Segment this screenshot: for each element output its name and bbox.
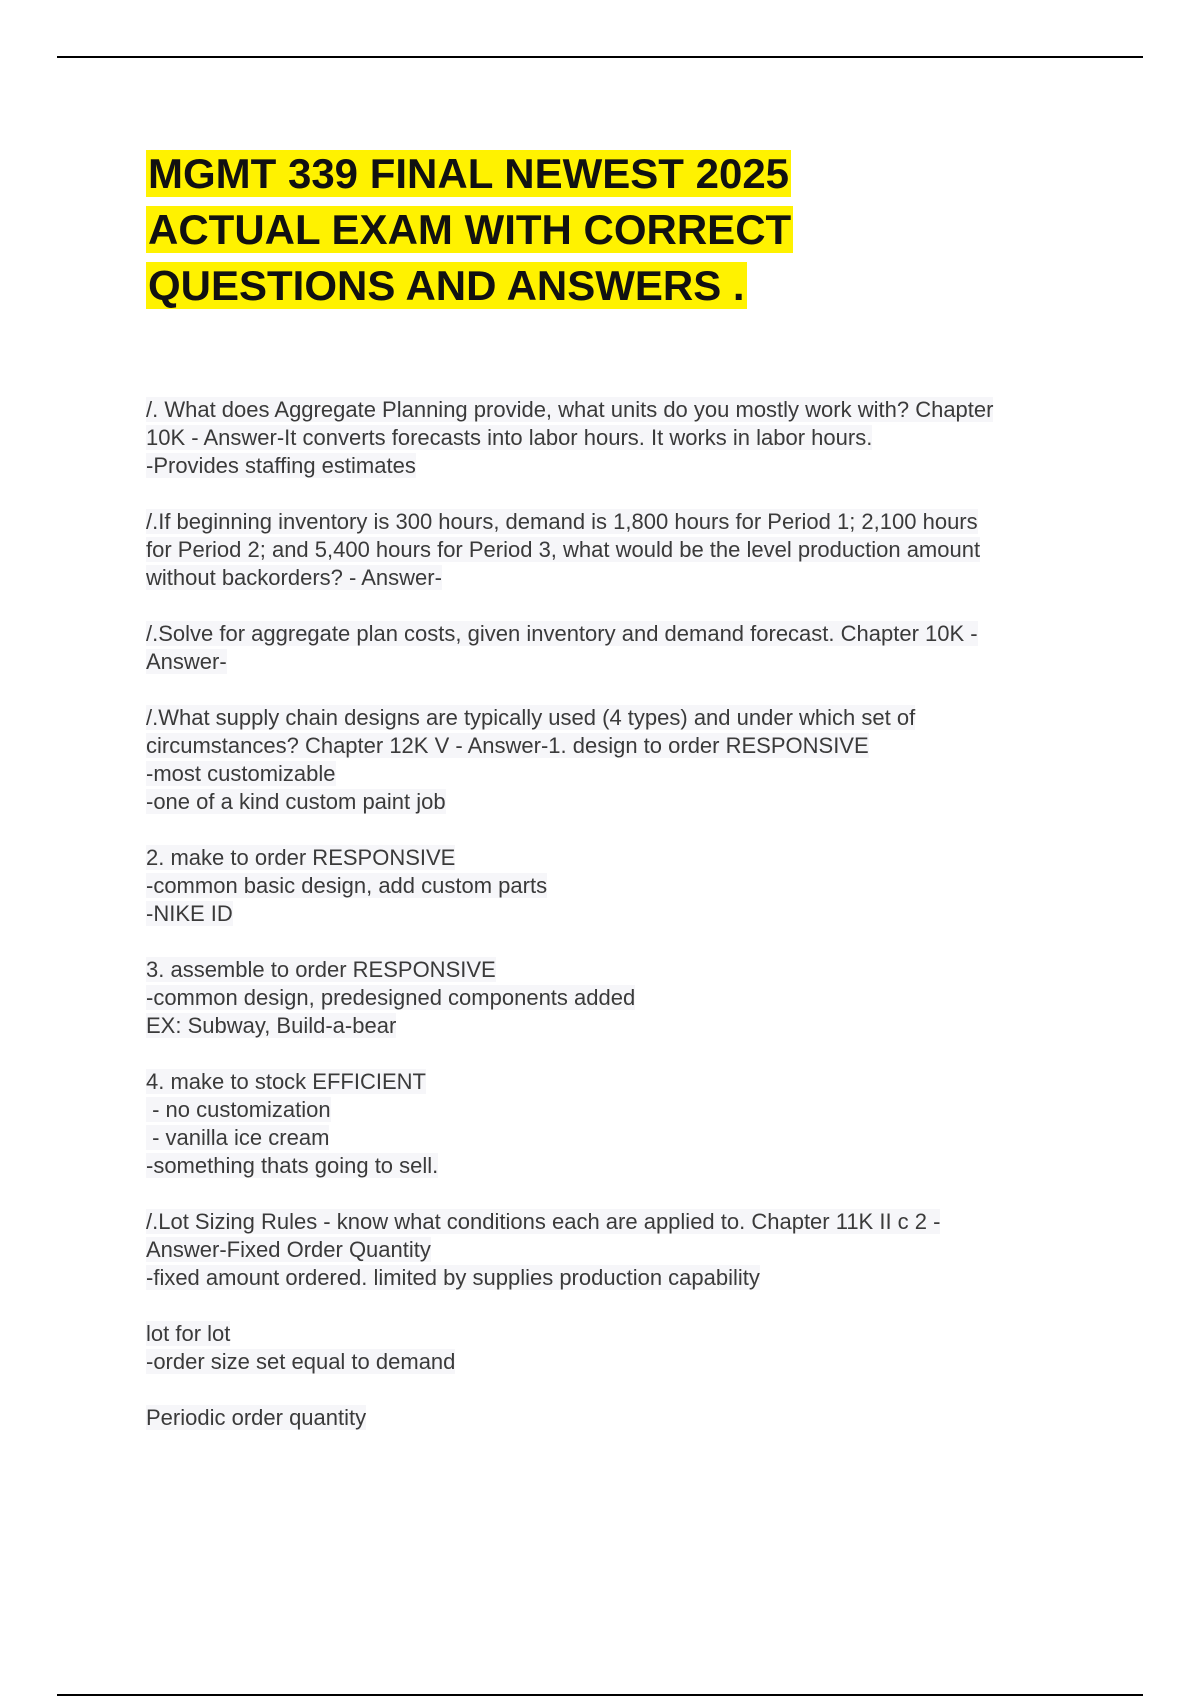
text-line-content: -one of a kind custom paint job — [146, 789, 446, 814]
text-line-content: -Provides staffing estimates — [146, 453, 416, 478]
text-line-content: /.If beginning inventory is 300 hours, demand is 1,800 hours for Period 1; 2,100 hours — [146, 509, 978, 534]
text-line-content: -NIKE ID — [146, 901, 233, 926]
text-line — [146, 1404, 1086, 1432]
text-line — [146, 1012, 1086, 1040]
text-line — [146, 844, 1086, 872]
text-line-content: - vanilla ice cream — [146, 1125, 330, 1150]
qa-block — [146, 1404, 1086, 1432]
text-line-content: /. What does Aggregate Planning provide, what units do you mostly work with? Chapter — [146, 397, 994, 422]
qa-block — [146, 956, 1086, 1040]
qa-block — [146, 844, 1086, 928]
text-line — [146, 760, 1086, 788]
qa-block — [146, 704, 1086, 816]
text-line — [146, 620, 1086, 648]
text-line-content: -order size set equal to demand — [146, 1349, 456, 1374]
text-line-content: /.What supply chain designs are typically used (4 types) and under which set of — [146, 705, 916, 730]
text-line — [146, 1152, 1086, 1180]
bottom-rule — [57, 1694, 1143, 1696]
text-line-content: -fixed amount ordered. limited by supplies production capability — [146, 1265, 760, 1290]
text-line-content: -something thats going to sell. — [146, 1153, 439, 1178]
qa-block — [146, 1068, 1086, 1180]
text-line — [146, 900, 1086, 928]
text-line — [146, 984, 1086, 1012]
text-line-content: -common design, predesigned components added — [146, 985, 636, 1010]
text-line — [146, 508, 1086, 536]
text-line — [146, 788, 1086, 816]
text-line — [146, 1096, 1086, 1124]
text-line-content: for Period 2; and 5,400 hours for Period 3, what would be the level production amount — [146, 537, 981, 562]
text-line-content: 3. assemble to order RESPONSIVE — [146, 957, 496, 982]
text-line — [146, 452, 1086, 480]
title-line: QUESTIONS AND ANSWERS . — [148, 262, 745, 309]
text-line-content: - no customization — [146, 1097, 331, 1122]
text-line — [146, 396, 1086, 424]
text-line-content: -most customizable — [146, 761, 336, 786]
text-line — [146, 1236, 1086, 1264]
title-line: ACTUAL EXAM WITH CORRECT — [148, 206, 792, 253]
text-line-content: 4. make to stock EFFICIENT — [146, 1069, 426, 1094]
text-line-content: 2. make to order RESPONSIVE — [146, 845, 456, 870]
text-line — [146, 1124, 1086, 1152]
text-line — [146, 564, 1086, 592]
qa-block — [146, 396, 1086, 480]
text-line — [146, 1068, 1086, 1096]
text-line-content: without backorders? - Answer- — [146, 565, 442, 590]
text-line — [146, 704, 1086, 732]
document-title — [146, 146, 906, 314]
document-body — [146, 396, 1086, 1460]
text-line — [146, 1348, 1086, 1376]
qa-block — [146, 620, 1086, 676]
text-line — [146, 872, 1086, 900]
text-line-content: lot for lot — [146, 1321, 231, 1346]
text-line — [146, 648, 1086, 676]
text-line — [146, 1208, 1086, 1236]
text-line-content: -common basic design, add custom parts — [146, 873, 548, 898]
text-line — [146, 424, 1086, 452]
text-line-content: 10K - Answer-It converts forecasts into labor hours. It works in labor hours. — [146, 425, 873, 450]
qa-block — [146, 1320, 1086, 1376]
text-line-content: circumstances? Chapter 12K V - Answer-1. design to order RESPONSIVE — [146, 733, 869, 758]
text-line-content: /.Solve for aggregate plan costs, given inventory and demand forecast. Chapter 10K - — [146, 621, 978, 646]
text-line — [146, 536, 1086, 564]
text-line-content: Answer- — [146, 649, 227, 674]
title-text — [146, 146, 906, 314]
title-line: MGMT 339 FINAL NEWEST 2025 — [148, 150, 790, 197]
top-rule — [57, 56, 1143, 58]
qa-block — [146, 508, 1086, 592]
text-line-content: Periodic order quantity — [146, 1405, 367, 1430]
text-line — [146, 956, 1086, 984]
text-line-content: /.Lot Sizing Rules - know what conditions each are applied to. Chapter 11K II c 2 - — [146, 1209, 941, 1234]
text-line-content: EX: Subway, Build-a-bear — [146, 1013, 397, 1038]
text-line — [146, 1320, 1086, 1348]
text-line-content: Answer-Fixed Order Quantity — [146, 1237, 431, 1262]
qa-block — [146, 1208, 1086, 1292]
text-line — [146, 1264, 1086, 1292]
text-line — [146, 732, 1086, 760]
